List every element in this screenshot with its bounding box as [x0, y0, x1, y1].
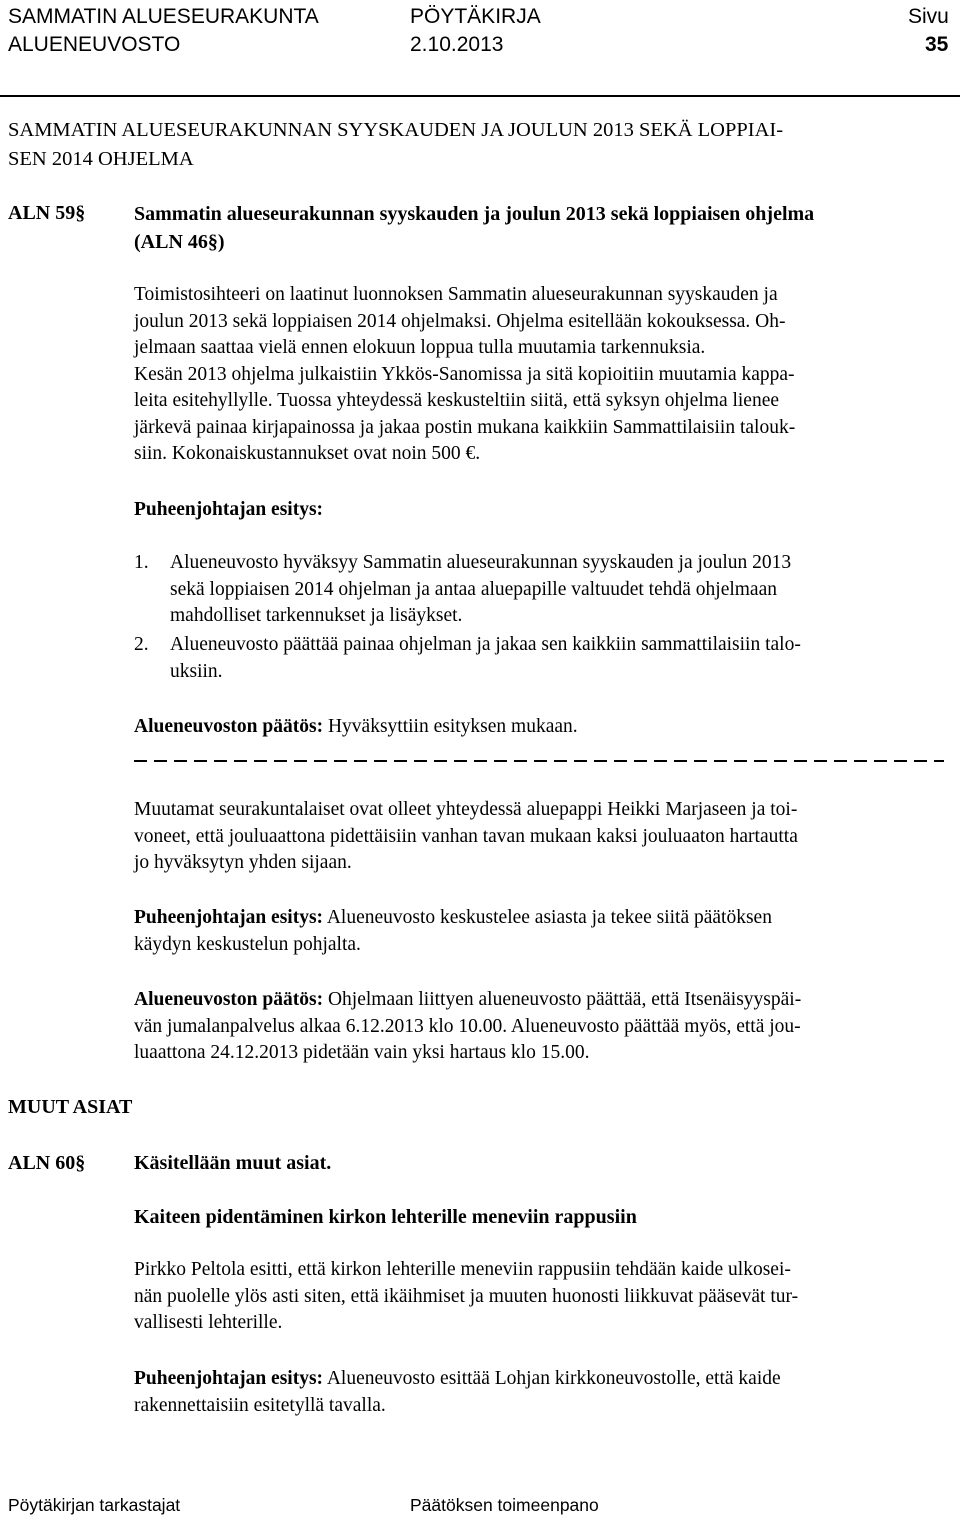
aln59-body-line: siin. Kokonaiskustannukset ovat noin 500 €.	[134, 443, 481, 464]
header-body: ALUENEUVOSTO	[8, 33, 181, 56]
title-line-2: SEN 2014 OHJELMA	[8, 148, 194, 170]
decision2-line: vän jumalanpalvelus alkaa 6.12.2013 klo 10.00. Alueneuvosto päättää myös, että jou-	[134, 1015, 801, 1037]
aln59-proposal-label: Puheenjohtajan esitys:	[134, 499, 324, 520]
aln60-proposal-line: Alueneuvosto esittää Lohjan kirkkoneuvostolle, että kaide	[323, 1368, 781, 1389]
extra-paragraph-line: Muutamat seurakuntalaiset ovat olleet yhteydessä aluepappi Heikki Marjaseen ja toi-	[134, 799, 798, 820]
aln59-body-line: joulun 2013 sekä loppiaisen 2014 ohjelmaksi. Ohjelma esitellään kokouksessa. Oh-	[134, 310, 786, 332]
header-page-label: Sivu	[908, 5, 949, 28]
decision2-label: Alueneuvoston päätös:	[134, 989, 324, 1010]
aln59-body-line: Toimistosihteeri on laatinut luonnoksen Sammatin alueseurakunnan syyskauden ja	[134, 284, 778, 305]
extra-paragraph-line: jo hyväksytyn yhden sijaan.	[134, 852, 352, 873]
aln59-body-line: järkevä painaa kirjapainossa ja jakaa postin mukana kaikkiin Sammattilaisiin talouk-	[134, 416, 796, 438]
aln59-heading-line-1: Sammatin alueseurakunnan syyskauden ja joulun 2013 sekä loppiaisen ohjelma	[134, 203, 815, 225]
aln59-proposal-2	[134, 905, 772, 958]
aln59-body-line: Kesän 2013 ohjelma julkaistiin Ykkös-Sanomissa ja sitä kopioitiin muutamia kappa-	[134, 363, 795, 385]
aln60-code: ALN 60§	[8, 1152, 86, 1174]
footer-left: Pöytäkirjan tarkastajat	[8, 1495, 181, 1515]
footer-right: Päätöksen toimeenpano	[410, 1495, 599, 1515]
proposal2-line: käydyn keskustelun pohjalta.	[134, 933, 361, 955]
proposal2-line: Alueneuvosto keskustelee asiasta ja tekee siitä päätöksen	[323, 907, 772, 928]
proposal-item-line: mahdolliset tarkennukset ja lisäykset.	[170, 605, 463, 626]
decision2-line: luaattona 24.12.2013 pidetään vain yksi hartaus klo 15.00.	[134, 1042, 590, 1063]
proposal2-label: Puheenjohtajan esitys:	[134, 907, 324, 928]
header-page-number: 35	[925, 33, 949, 56]
aln59-body-line: leita esitehyllylle. Tuossa yhteydessä keskusteltiin siitä, että syksyn ohjelma lienee	[134, 390, 780, 411]
proposal-item-number: 2.	[134, 634, 149, 655]
aln59-body-line: jelmaan saattaa vielä ennen elokuun loppua tulla muutamia tarkennuksia.	[134, 337, 706, 358]
extra-paragraph-line: voneet, että jouluaattona pidettäisiin vanhan tavan mukaan kaksi jouluaaton hartautta	[134, 825, 798, 847]
aln60-proposal	[134, 1366, 781, 1419]
proposal-item-line: uksiin.	[170, 660, 223, 682]
aln59-extra-paragraph	[134, 797, 798, 877]
proposal-item-2	[134, 632, 934, 686]
dashed-separator	[134, 760, 944, 762]
proposal-item-line: Alueneuvosto päättää painaa ohjelman ja jakaa sen kaikkiin sammattilaisiin talo-	[170, 634, 801, 655]
aln60-body-line: vallisesti lehterille.	[134, 1312, 283, 1333]
aln59-decision-text: Hyväksyttiin esityksen mukaan.	[323, 716, 578, 737]
aln60-proposal-line: rakennettaisiin esitetyllä tavalla.	[134, 1394, 386, 1416]
aln59-decision-2	[134, 987, 801, 1067]
aln59-body	[134, 282, 795, 468]
header-org: SAMMATIN ALUESEURAKUNTA	[8, 5, 319, 28]
document-title	[8, 116, 783, 174]
aln60-heading: Käsitellään muut asiat.	[134, 1152, 332, 1174]
muut-section-label: MUUT ASIAT	[8, 1096, 133, 1118]
aln59-code: ALN 59§	[8, 202, 86, 224]
proposal-item-1	[134, 550, 934, 630]
aln60-body-line: Pirkko Peltola esitti, että kirkon lehterille meneviin rappusiin tehdään kaide ulkosei-	[134, 1259, 791, 1280]
aln60-proposal-label: Puheenjohtajan esitys:	[134, 1368, 324, 1389]
proposal-item-line: Alueneuvosto hyväksyy Sammatin alueseurakunnan syyskauden ja joulun 2013	[170, 552, 792, 573]
aln60-body	[134, 1257, 798, 1337]
aln59-decision-label: Alueneuvoston päätös:	[134, 716, 324, 737]
header-doc-type: PÖYTÄKIRJA	[410, 5, 541, 28]
header-rule	[0, 95, 960, 97]
aln59-decision	[134, 714, 578, 741]
aln60-body-line: nän puolelle ylös asti siten, että ikäihmiset ja muuten huonosti liikkuvat pääsevät tur-	[134, 1285, 799, 1307]
header-date: 2.10.2013	[410, 33, 504, 56]
title-line-1: SAMMATIN ALUESEURAKUNNAN SYYSKAUDEN JA JOULUN 2013 SEKÄ LOPPIAI-	[8, 119, 784, 141]
decision2-line: Ohjelmaan liittyen alueneuvosto päättää, että Itsenäisyyspäi-	[323, 989, 802, 1010]
proposal-item-number: 1.	[134, 552, 149, 573]
aln60-subheading: Kaiteen pidentäminen kirkon lehterille meneviin rappusiin	[134, 1206, 637, 1228]
aln59-heading-line-2: (ALN 46§)	[134, 231, 225, 253]
proposal-item-line: sekä loppiaisen 2014 ohjelman ja antaa aluepapille valtuudet tehdä ohjelmaan	[170, 578, 777, 600]
aln59-heading	[134, 200, 814, 256]
